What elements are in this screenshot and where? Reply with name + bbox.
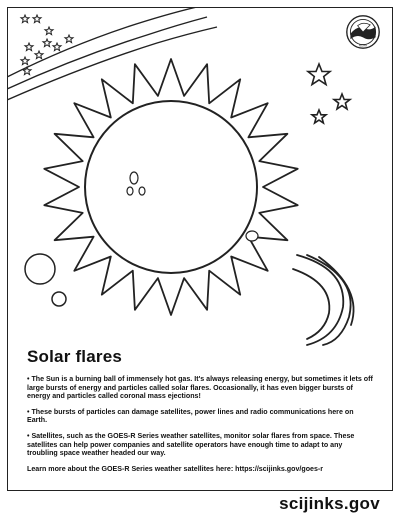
large-stars bbox=[308, 64, 350, 123]
fact-list bbox=[27, 375, 375, 480]
coloring-illustration bbox=[7, 7, 393, 347]
fact-paragraph: • Satellites, such as the GOES-R Series weather satellites, monitor solar flares from space. These satellites can help power companies and satellite operators have enough time to adapt to any troubling space weather headed our way. bbox=[27, 431, 355, 458]
logo-text: NOAA bbox=[358, 43, 368, 48]
coronal-mass-ejection bbox=[293, 255, 354, 345]
sun-disc bbox=[85, 101, 257, 273]
galaxy-band bbox=[7, 7, 217, 100]
planets bbox=[25, 254, 66, 306]
learn-more-text: Learn more about the GOES-R Series weather satellites here: https://scijinks.gov/goes-r bbox=[27, 464, 324, 473]
brand-footer: scijinks.gov bbox=[279, 494, 380, 513]
noaa-logo-icon bbox=[345, 14, 381, 50]
sun bbox=[44, 59, 297, 315]
fact-paragraph: • The Sun is a burning ball of immensely hot gas. It's always releasing energy, but sometimes it lets off large bursts of energy and particles called solar flares. Occasionally, it has even bigger bursts of energy and particles called coronal mass ejections! bbox=[27, 375, 373, 401]
fact-paragraph: • These bursts of particles can damage satellites, power lines and radio communications here on Earth. bbox=[27, 407, 354, 425]
page-title: Solar flares bbox=[27, 347, 123, 366]
